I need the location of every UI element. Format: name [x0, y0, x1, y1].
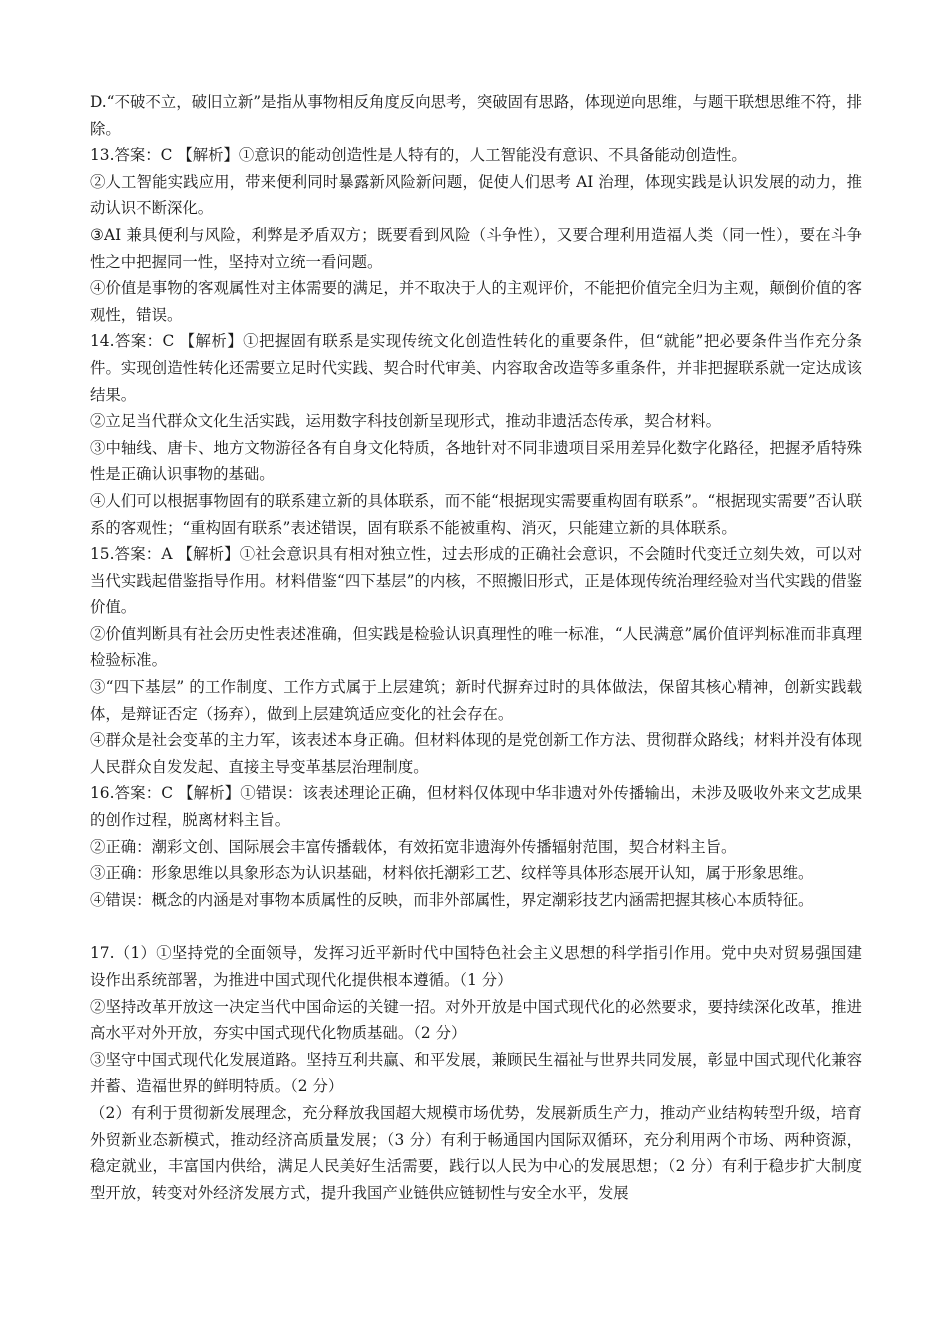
- paragraph-q15-point-4: ④群众是社会变革的主力军，该表述本身正确。但材料体现的是党创新工作方法、贯彻群众路线；材料并没有体现人民群众自发发起、直接主导变革基层治理制度。: [90, 731, 862, 776]
- paragraph-q14-point-3: ③中轴线、唐卡、地方文物游径各有自身文化特质，各地针对不同非遗项目采用差异化数字化路径，把握矛盾特殊性是正确认识事物的基础。: [90, 438, 862, 484]
- paragraph-q14-point-4: ④人们可以根据事物固有的联系建立新的具体联系，而不能“根据现实需要重构固有联系”。“根据现实需要”否认联系的客观性；“重构固有联系”表述错误，固有联系不能被重构、消灭，只能建立新的具体联系。: [90, 491, 862, 537]
- paragraph-q13-point-4: ④价值是事物的客观属性对主体需要的满足，并不取决于人的主观评价，不能把价值完全归为主观，颠倒价值的客观性，错误。: [90, 279, 862, 324]
- paragraph-q13-answer: 13.答案：C 【解析】①意识的能动创造性是人特有的，人工智能没有意识、不具备能动创造性。: [90, 146, 747, 165]
- paragraph-q13-point-3: ③AI 兼具便利与风险，利弊是矛盾双方；既要看到风险（斗争性），又要合理利用造福人类（同一性），要在斗争性之中把握同一性，坚持对立统一看问题。: [90, 225, 862, 271]
- paragraph-q15-answer: 15.答案：A 【解析】①社会意识具有相对独立性，过去形成的正确社会意识，不会随时代变迁立刻失效，可以对当代实践起借鉴指导作用。材料借鉴“四下基层”的内核，不照搬旧形式，正是体现传统治理经验对当代实践的借鉴价值。: [90, 545, 862, 617]
- paragraph-q15-point-2: ②价值判断具有社会历史性表述准确，但实践是检验认识真理性的唯一标准，“人民满意”属价值评判标准而非真理检验标准。: [90, 624, 862, 670]
- section-gap: [90, 913, 862, 940]
- paragraph-q15-point-3: ③“四下基层” 的工作制度、工作方式属于上层建筑；新时代摒弃过时的具体做法，保留其核心精神，创新实践载体，是辩证否定（扬弃），做到上层建筑适应变化的社会存在。: [90, 678, 862, 723]
- paragraph-q16-point-4: ④错误：概念的内涵是对事物本质属性的反映，而非外部属性，界定潮彩技艺内涵需把握其核心本质特征。: [90, 890, 814, 909]
- paragraph-q14-answer: 14.答案：C 【解析】①把握固有联系是实现传统文化创造性转化的重要条件，但“就能”把必要条件当作充分条件。实现创造性转化还需要立足时代实践、契合时代审美、内容取舍改造等多重条件，并非把握联系就一定达成该结果。: [90, 332, 862, 404]
- paragraph-option-d: D.“不破不立，破旧立新”是指从事物相反角度反向思考，突破固有思路，体现逆向思维，与题干联想思维不符，排除。: [90, 93, 862, 138]
- answer-document: [90, 89, 862, 1206]
- paragraph-q16-point-3: ③正确：形象思维以具象形态为认识基础，材料依托潮彩工艺、纹样等具体形态展开认知，属于形象思维。: [90, 864, 814, 883]
- paragraph-q17-part1-point-2: ②坚持改革开放这一决定当代中国命运的关键一招。对外开放是中国式现代化的必然要求，要持续深化改革，推进高水平对外开放，夯实中国式现代化物质基础。（2 分）: [90, 997, 862, 1043]
- paragraph-q17-part1-point-3: ③坚守中国式现代化发展道路。坚持互利共赢、和平发展，兼顾民生福祉与世界共同发展，彰显中国式现代化兼容并蓄、造福世界的鲜明特质。（2 分）: [90, 1050, 862, 1096]
- paragraph-q16-answer: 16.答案：C 【解析】①错误：该表述理论正确，但材料仅体现中华非遗对外传播输出，未涉及吸收外来文艺成果的创作过程，脱离材料主旨。: [90, 784, 862, 830]
- paragraph-q17-part1-point-1: 17.（1）①坚持党的全面领导，发挥习近平新时代中国特色社会主义思想的科学指引作用。党中央对贸易强国建设作出系统部署，为推进中国式现代化提供根本遵循。（1 分）: [90, 944, 862, 989]
- paragraph-q14-point-2: ②立足当代群众文化生活实践，运用数字科技创新呈现形式，推动非遗活态传承，契合材料。: [90, 412, 722, 431]
- paragraph-q16-point-2: ②正确：潮彩文创、国际展会丰富传播载体，有效拓宽非遗海外传播辐射范围，契合材料主旨。: [90, 837, 737, 856]
- paragraph-q13-point-2: ②人工智能实践应用，带来便利同时暴露新风险新问题，促使人们思考 AI 治理，体现实践是认识发展的动力，推动认识不断深化。: [90, 172, 862, 218]
- paragraph-q17-part2: （2）有利于贯彻新发展理念，充分释放我国超大规模市场优势，发展新质生产力，推动产业结构转型升级，培育外贸新业态新模式，推动经济高质量发展；（3 分）有利于畅通国内国际双循环，充分利用两个市场、两种资源，稳定就业，丰富国内供给，满足人民美好生活需要，践行以人民为中心的发展思想；（2 分）有利于稳步扩大制度型开放，转变对外经济发展方式，提升我国产业链供应链韧性与安全水平，发展: [90, 1103, 862, 1202]
